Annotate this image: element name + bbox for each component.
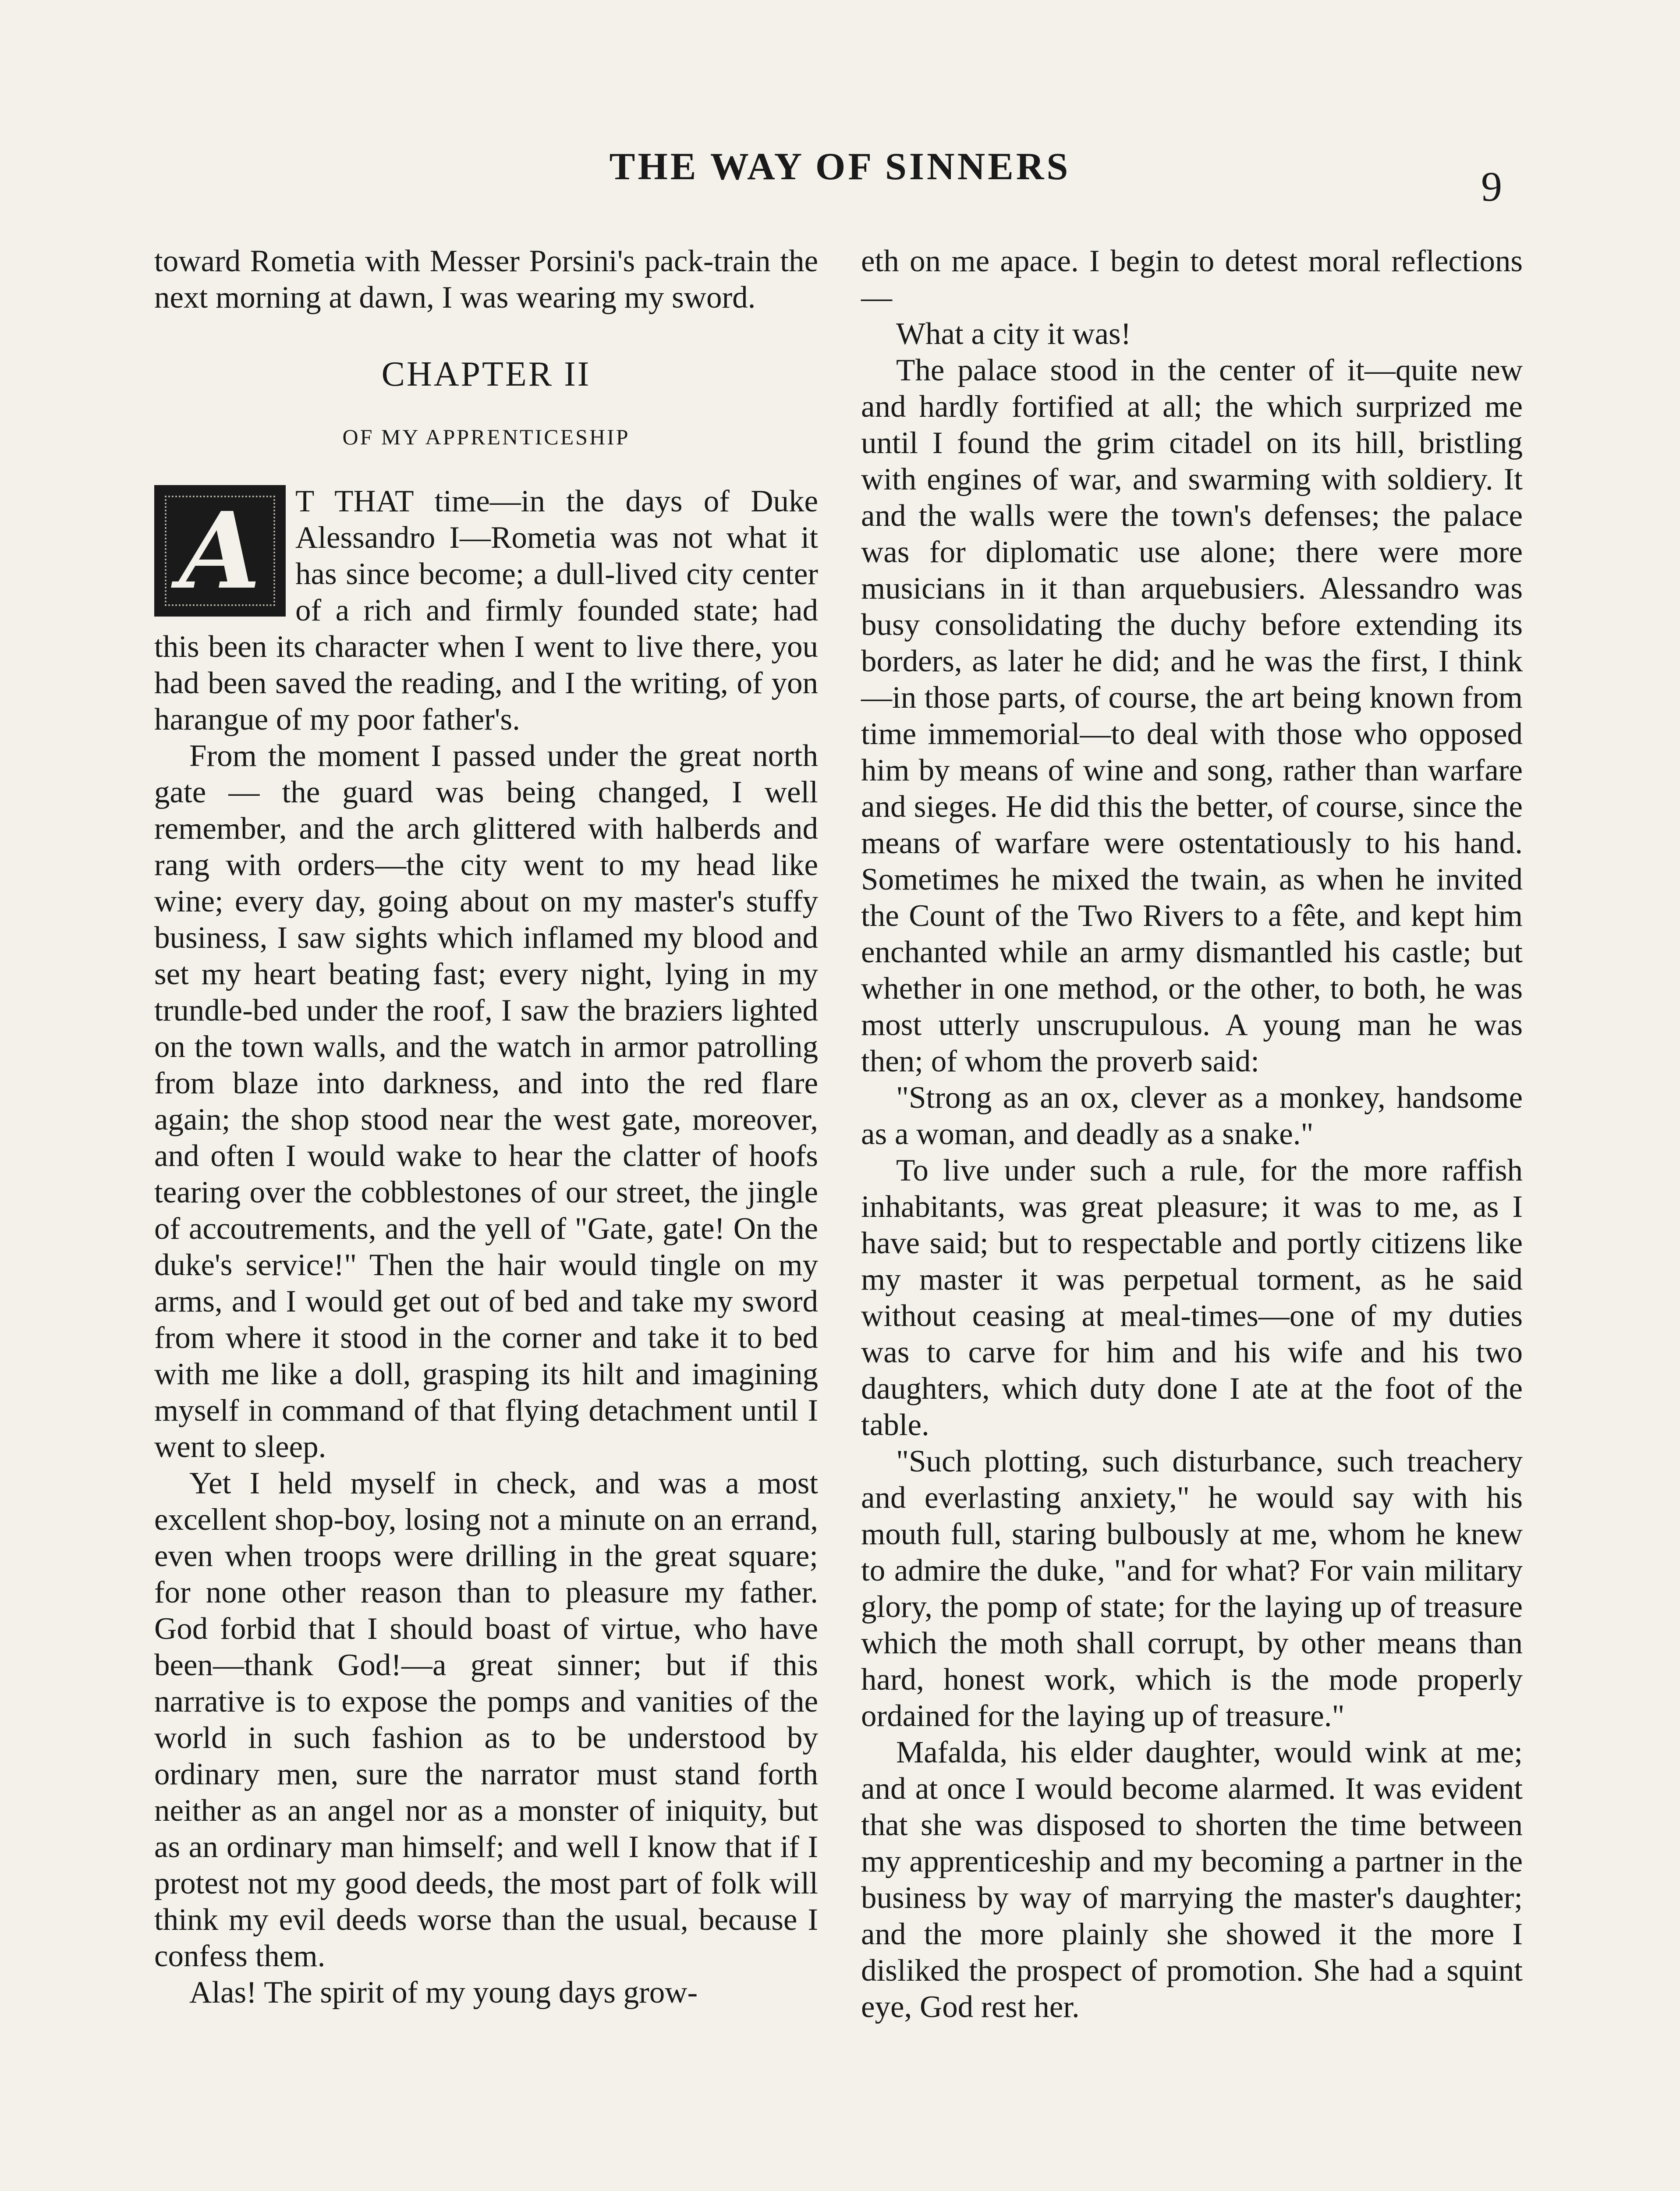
paragraph: To live under such a rule, for the more raffish inhabitants, was great pleasure; it was to me, as I have said; but to respectable and portly citizens like my master it was perpetual torment, as he said without ceasing at meal-times—one of my duties was to carve for him and his wife and his two daughters, which duty done I ate at the foot of the table. <box>861 1153 1523 1442</box>
opening-paragraph <box>154 483 818 738</box>
paragraph: Mafalda, his elder daughter, would wink at me; and at once I would become alarmed. It was evident that she was disposed to shorten the time between my apprenticeship and my becoming a partner in the business by way of marrying the master's daughter; and the more plainly she showed it the more I disliked the prospect of promotion. She had a squint eye, God rest her. <box>861 1735 1523 2024</box>
chapter-title: CHAPTER II <box>381 355 591 394</box>
paragraph: Yet I held myself in check, and was a most excellent shop-boy, losing not a minute on an errand, even when troops were drilling in the great square; for none other reason than to pleasure my father. God forbid that I should boast of virtue, who have been—thank God!—a great sinner; but if this narrative is to expose the pomps and vanities of the world in such fashion as to be understood by ordinary men, sure the narrator must stand forth neither as an angel nor as a monster of iniquity, but as an ordinary man himself; and well I know that if I protest not my good deeds, the most part of folk will think my evil deeds worse than the usual, because I confess them. <box>154 1466 818 1973</box>
paragraph: "Such plotting, such disturbance, such treachery and everlasting anxiety," he would say with his mouth full, staring bulbously at me, whom he knew to admire the duke, "and for what? For vain military glory, the pomp of state; for the laying up of treasure which the moth shall corrupt, by other means than hard, honest work, which is the mode properly ordained for the laying up of treasure." <box>861 1444 1523 1733</box>
proverb-paragraph: "Strong as an ox, clever as a monkey, handsome as a woman, and deadly as a snake." <box>861 1081 1523 1151</box>
left-column <box>154 243 818 2191</box>
page-number: 9 <box>1481 163 1502 210</box>
paragraph: The palace stood in the center of it—quite new and hardly fortified at all; the which surprized me until I found the grim citadel on its hill, bristling with engines of war, and swarming with soldiery. It and the walls were the town's defenses; the palace was for diplomatic use alone; there were more musicians in it than arquebusiers. Alessandro was busy consolidating the duchy before extending its borders, as later he did; and he was the first, I think—in those parts, of course, the art being known from time immemorial—to deal with those who opposed him by means of wine and song, rather than warfare and sieges. He did this the better, of course, since the means of warfare were ostentatiously to his hand. Sometimes he mixed the twain, as when he invited the Count of the Two Rivers to a fête, and kept him enchanted while an army dismantled his castle; but whether in one method, or the other, to both, he was most utterly unscrupulous. A young man he was then; of whom the proverb said: <box>861 353 1523 1078</box>
dropcap-ornament <box>154 485 286 617</box>
continued-paragraph: eth on me apace. I begin to detest moral reflections— <box>861 244 1523 315</box>
chapter-subtitle: OF MY APPRENTICESHIP <box>342 425 630 449</box>
continued-paragraph: toward Rometia with Messer Porsini's pack-train the next morning at dawn, I was wearing my sword. <box>154 244 818 315</box>
paragraph: From the moment I passed under the great north gate — the guard was being changed, I well remember, and the arch glittered with halberds and rang with orders—the city went to my head like wine; every day, going about on my master's stuffy business, I saw sights which inflamed my blood and set my heart beating fast; every night, lying in my trundle-bed under the roof, I saw the braziers lighted on the town walls, and the watch in armor patrolling from blaze into darkness, and into the red flare again; the shop stood near the west gate, moreover, and often I would wake to hear the clatter of hoofs tearing over the cobblestones of our street, the jingle of accoutrements, and the yell of "Gate, gate! On the duke's service!" Then the hair would tingle on my arms, and I would get out of bed and take my sword from where it stood in the corner and take it to bed with me like a doll, grasping its hilt and imagining myself in command of that flying detachment until I went to sleep. <box>154 739 818 1464</box>
running-head: THE WAY OF SINNERS <box>609 145 1071 188</box>
paragraph: Alas! The spirit of my young days grow- <box>189 1975 698 2010</box>
opening-paragraph-text: T THAT time—in the days of Duke Alessandro I—Rometia was not what it has since become; a dull-lived city center of a rich and firmly founded state; had this been its character when I went to live there, you had been saved the reading, and I the writing, of yon harangue of my poor father's. <box>154 484 818 737</box>
right-column <box>861 243 1523 2191</box>
paragraph: What a city it was! <box>896 317 1131 351</box>
dropcap-letter: A <box>179 489 261 613</box>
